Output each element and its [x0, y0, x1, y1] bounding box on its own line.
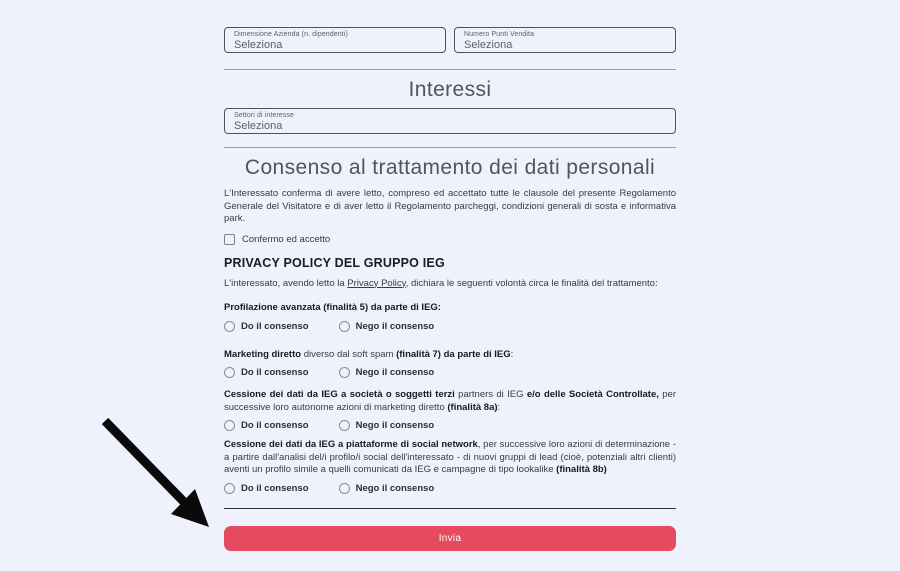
radio-option-do-il-consenso[interactable]	[224, 420, 309, 431]
radio-option-nego-il-consenso[interactable]	[339, 420, 435, 431]
radio-option-label: Nego il consenso	[355, 367, 435, 378]
settori-di-interesse-select[interactable]	[224, 108, 676, 134]
consent-question: Cessione dei dati da IEG a piattaforme di social network, per successive loro azioni di determinazione - a partire dall'analisi del/i profilo/i social dell'interessato - di nuovi gruppi di lead (cioè, potenziali altri clienti) aventi un profilo simile a quelli comunicati da IEG e campagne di tipo lookalike (finalità 8b)	[224, 439, 676, 475]
checkbox-icon	[224, 234, 235, 245]
radio-option-label: Nego il consenso	[355, 320, 435, 332]
checkbox-label: Confermo ed accetto	[242, 233, 331, 245]
privacy-policy-heading: PRIVACY POLICY DEL GRUPPO IEG	[224, 255, 445, 270]
field-label: Dimensione Azienda (n. dipendenti)	[234, 31, 348, 38]
radio-icon	[224, 321, 235, 332]
radio-icon	[339, 483, 350, 494]
radio-option-do-il-consenso[interactable]	[224, 321, 309, 332]
radio-option-label: Do il consenso	[241, 367, 309, 378]
form-container	[224, 0, 676, 551]
radio-icon	[224, 420, 235, 431]
consent-question: Marketing diretto diverso dal soft spam (finalità 7) da parte di IEG:	[224, 348, 514, 360]
dimensione-azienda-select[interactable]	[224, 27, 446, 53]
radio-option-label: Do il consenso	[241, 420, 309, 431]
radio-option-label: Do il consenso	[241, 320, 309, 332]
radio-icon	[224, 367, 235, 378]
privacy-policy-link[interactable]: Privacy Policy	[347, 277, 406, 289]
consent-block-social-network	[224, 439, 676, 494]
field-value: Seleziona	[234, 120, 283, 132]
radio-option-do-il-consenso[interactable]	[224, 483, 309, 494]
submit-divider	[224, 508, 676, 509]
consent-title: Consenso al trattamento dei dati personali	[244, 156, 656, 179]
invia-submit-button[interactable]: Invia	[224, 526, 676, 551]
field-value: Seleziona	[464, 39, 513, 51]
consent-block-marketing-diretto	[224, 349, 676, 379]
radio-option-nego-il-consenso[interactable]	[339, 483, 435, 494]
field-value: Seleziona	[234, 39, 283, 51]
radio-option-label: Nego il consenso	[355, 420, 435, 431]
radio-option-nego-il-consenso[interactable]	[339, 321, 435, 332]
radio-group	[224, 420, 676, 431]
interests-title: Interessi	[408, 78, 492, 101]
consent-question: Profilazione avanzata (finalità 5) da parte di IEG:	[224, 302, 441, 313]
radio-group	[224, 321, 676, 332]
radio-group	[224, 367, 676, 378]
field-label: Settori di interesse	[234, 112, 294, 119]
consent-intro-text: L'Interessato conferma di avere letto, compreso ed accettato tutte le clausole del presente Regolamento Generale del Visitatore e di aver letto il Regolamento parcheggi, condizioni generali di sosta e informativa park.	[224, 188, 676, 224]
radio-icon	[224, 483, 235, 494]
radio-option-do-il-consenso[interactable]	[224, 367, 309, 378]
section-divider	[224, 69, 676, 70]
consent-block-cessione-terzi	[224, 389, 676, 431]
radio-option-label: Do il consenso	[241, 482, 309, 494]
radio-option-nego-il-consenso[interactable]	[339, 367, 435, 378]
privacy-intro-text: L'interessato, avendo letto la Privacy Policy, dichiara le seguenti volontà circa le finalità del trattamento:	[224, 277, 658, 289]
consent-block-profilazione	[224, 302, 676, 332]
radio-icon	[339, 321, 350, 332]
field-label: Numero Punti Vendita	[464, 31, 535, 38]
confermo-ed-accetto-checkbox[interactable]	[224, 234, 676, 245]
consent-question: Cessione dei dati da IEG a società o soggetti terzi partners di IEG e/o delle Società Controllate, per successive loro autonome azioni di marketing diretto (finalità 8a):	[224, 389, 676, 413]
section-divider	[224, 147, 676, 148]
radio-icon	[339, 367, 350, 378]
radio-group	[224, 483, 676, 494]
company-fields-row	[224, 27, 676, 53]
radio-icon	[339, 420, 350, 431]
numero-punti-vendita-select[interactable]	[454, 27, 676, 53]
radio-option-label: Nego il consenso	[355, 482, 435, 494]
